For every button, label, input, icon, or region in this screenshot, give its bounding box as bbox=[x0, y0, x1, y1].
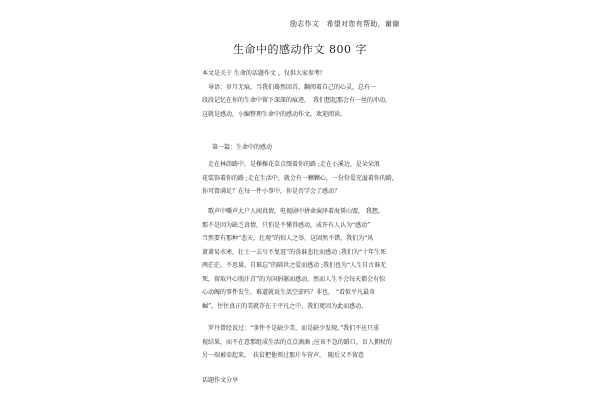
paragraph-line: 歌声中嘶声大户人间真情，电视剧中拼命演绎着海誓山盟， 我想， bbox=[202, 208, 384, 215]
paragraph-line: 另一端被牵起来， 扶贫把他领过那片车营声， 随后又不留意 bbox=[202, 352, 365, 359]
page-header: 励志作文 希望对您有帮助，谢谢 bbox=[290, 20, 400, 28]
intro-line: 导语：岁月无痕，当我们蓦然回首，翻阅着自己的心灵，总有一 bbox=[202, 83, 377, 91]
section-title: 第一篇：生命中的感动 bbox=[212, 144, 273, 151]
paragraph-2 bbox=[202, 205, 402, 313]
paragraph-line: 走在林荫路中，是棵棵花草点缀着你的路 ;走在小溪边，是朵朵浪 bbox=[202, 161, 380, 168]
paragraph-line: 花装饰着你的路 ;走在生活中，就会有一颗颗心，一份份爱充溢着你的路， bbox=[202, 174, 398, 182]
intro-line: 本文是关于 生命的话题作文 ，仅供大家参考! bbox=[202, 70, 323, 77]
paragraph-line: 当然要有那种“悲天，壮观”的惊人之举，这固然不错，我们为“风 bbox=[202, 235, 374, 242]
paragraph-line: 视结果，而不在意那组成生活的点点滴滴 ;应该不急的路口，盲人拥杖的 bbox=[202, 338, 392, 346]
page-title: 生命中的感动作文 800 字 bbox=[233, 43, 367, 56]
paragraph-line: 死，留取丹心照汗青”的为国捐躯而感动，然而人生不会每天都会有惊 bbox=[202, 275, 386, 283]
intro-line: 这就是感动，小编整理生命中的感动作文，欢迎阅读。 bbox=[202, 110, 347, 118]
paragraph-line: 那不是因为缺乏真情，只怕是不懂得感动，成许有人认为“感动” bbox=[202, 221, 371, 229]
paragraph-1 bbox=[202, 158, 402, 199]
page-footer: 话题作文分享 bbox=[202, 377, 239, 384]
paragraph-3 bbox=[202, 322, 402, 363]
paragraph-line: 罗丹曾经说过：“事件不是缺少美，而是缺少发现。”我们不应只重 bbox=[202, 325, 380, 332]
paragraph-line: 崛”，往往真正的美就存在于平凡之中，我们更因为此而感动。 bbox=[202, 302, 368, 310]
intro-line: 段段记忆在你的生命中留下深深的痕迹， 我们想起那会有一丝的冲动， bbox=[202, 97, 392, 104]
paragraph-line: 两茫茫，不思量，自难忘”的隔世之爱而感动 ;我们也为“人生自古谁无 bbox=[202, 262, 387, 269]
paragraph-line: 心动魄的事件发生，难道就说生活空虚吗？非也， “看似平凡最奇 bbox=[202, 289, 375, 296]
paragraph-line: 萧萧易水寒，壮士一去兮不复返”的荡谁悲壮而感动 ;我们为“十年生死 bbox=[202, 248, 387, 256]
intro-block bbox=[202, 67, 402, 121]
paragraph-line: 你可曾满足？在每一件小事中，你是否学会了感动？ bbox=[202, 188, 341, 195]
